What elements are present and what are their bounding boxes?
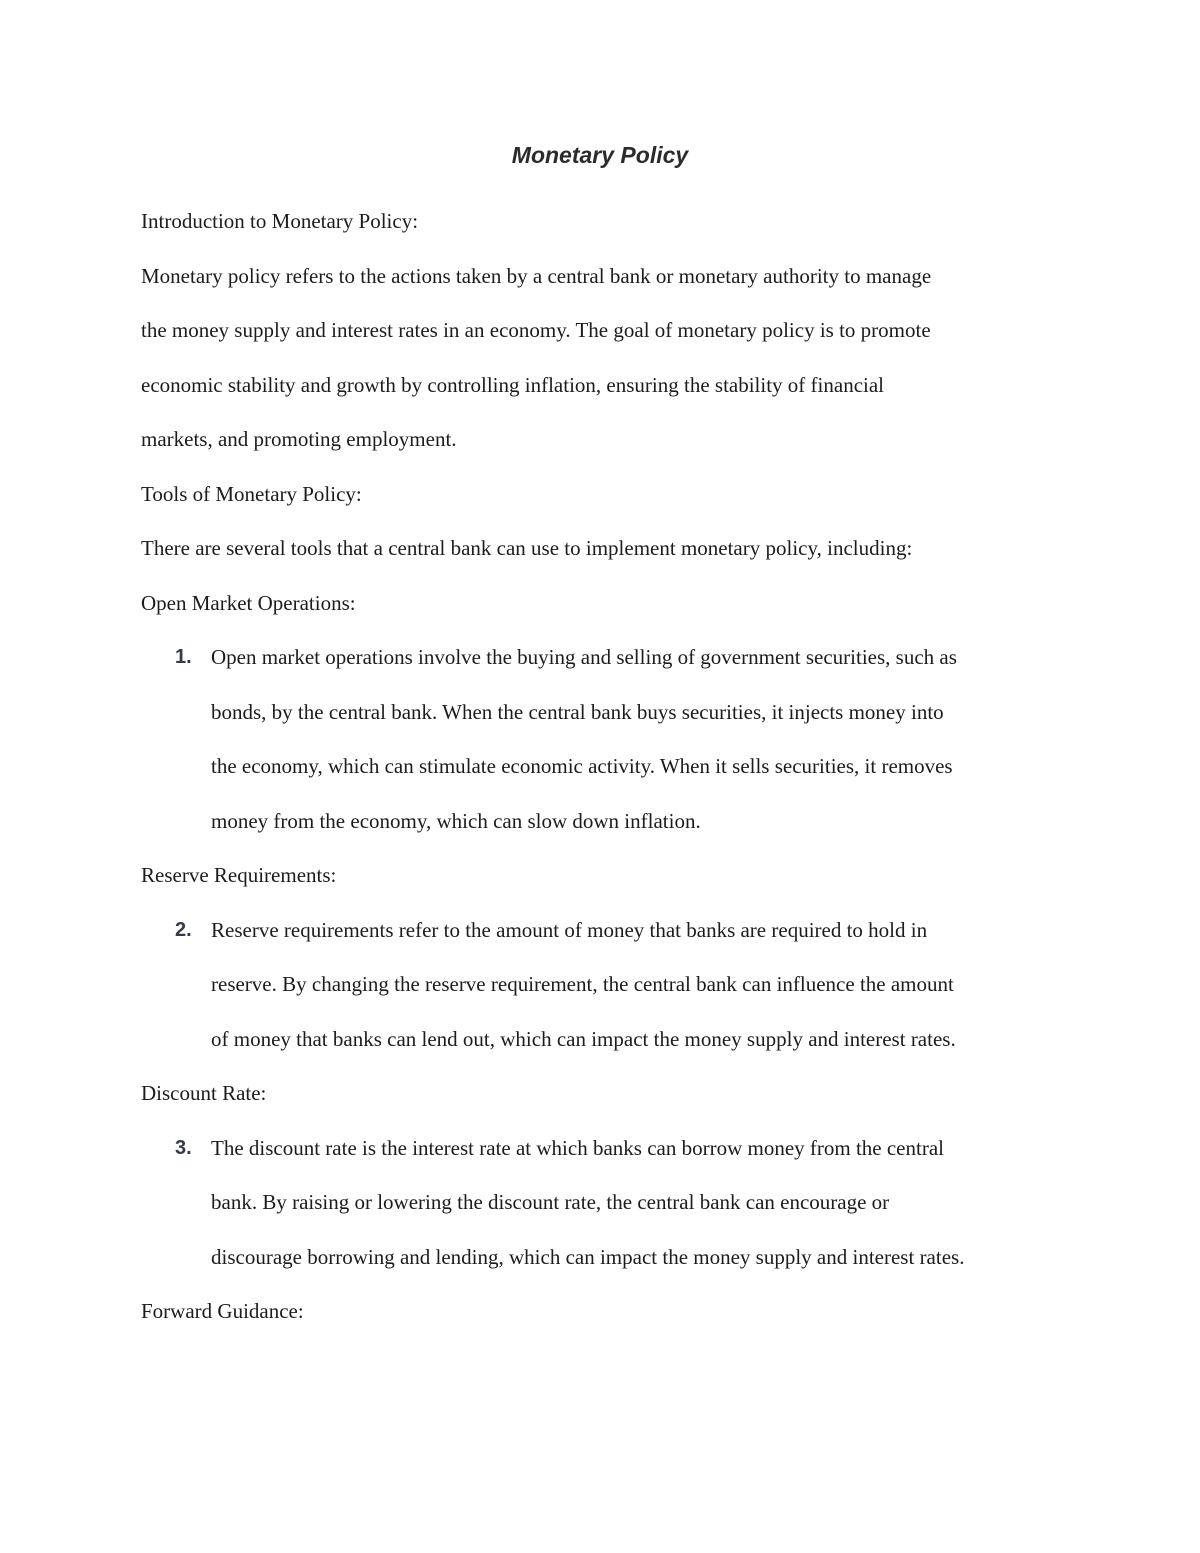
intro-line: Monetary policy refers to the actions taken by a central bank or monetary authority to manage [141, 263, 932, 288]
intro-heading: Introduction to Monetary Policy: [141, 209, 419, 233]
document-body [141, 194, 1081, 1339]
list-line: bank. By raising or lowering the discount rate, the central bank can encourage or [211, 1190, 890, 1214]
list-item [141, 1121, 1081, 1285]
list-line: reserve. By changing the reserve requirement, the central bank can influence the amount [211, 972, 954, 996]
section-heading: Reserve Requirements: [141, 863, 337, 887]
intro-line: markets, and promoting employment. [141, 427, 457, 451]
list-number: 3. [175, 1136, 192, 1159]
intro-line: the money supply and interest rates in an economy. The goal of monetary policy is to promote [141, 318, 931, 342]
list-item-text [211, 903, 1081, 1067]
list-number: 2. [175, 918, 192, 941]
list-line: The discount rate is the interest rate at which banks can borrow money from the central [211, 1135, 944, 1160]
list-item [141, 903, 1081, 1067]
list-item-text [211, 1121, 1081, 1285]
document-title: Monetary Policy [511, 142, 689, 168]
list-line: Open market operations involve the buying and selling of government securities, such as [211, 645, 957, 669]
list-line: the economy, which can stimulate economic activity. When it sells securities, it removes [211, 754, 953, 778]
list-line: discourage borrowing and lending, which can impact the money supply and interest rates. [211, 1244, 965, 1269]
section-heading: Discount Rate: [141, 1081, 267, 1105]
tools-heading: Tools of Monetary Policy: [141, 481, 362, 506]
list-line: Reserve requirements refer to the amount of money that banks are required to hold in [211, 917, 928, 942]
section-heading: Open Market Operations: [141, 590, 356, 615]
list-line: bonds, by the central bank. When the central bank buys securities, it injects money into [211, 699, 944, 724]
list-line: money from the economy, which can slow down inflation. [211, 808, 701, 833]
intro-line: economic stability and growth by controlling inflation, ensuring the stability of financial [141, 372, 885, 397]
final-heading: Forward Guidance: [141, 1299, 304, 1323]
list-number: 1. [175, 646, 192, 668]
list-item-text [211, 630, 1081, 848]
tools-intro: There are several tools that a central bank can use to implement monetary policy, including: [141, 536, 913, 560]
list-line: of money that banks can lend out, which can impact the money supply and interest rates. [211, 1026, 956, 1051]
list-item [141, 630, 1081, 848]
